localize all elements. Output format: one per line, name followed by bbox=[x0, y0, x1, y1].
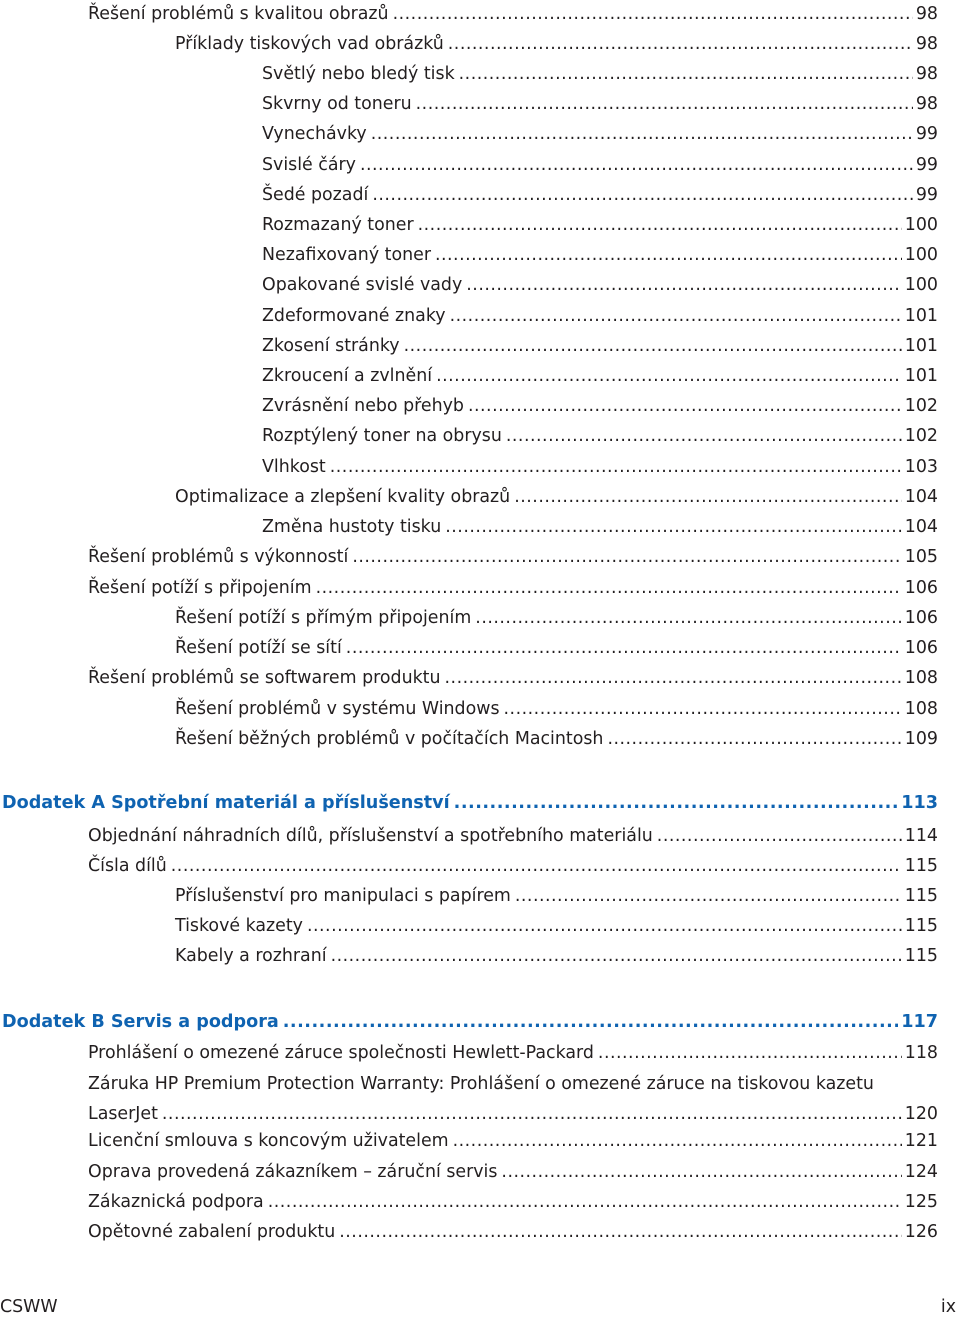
toc-page-number: 106 bbox=[904, 578, 938, 598]
dot-leader bbox=[501, 1162, 901, 1182]
toc-entry[interactable] bbox=[88, 547, 938, 569]
toc-entry[interactable] bbox=[88, 1162, 938, 1184]
toc-entry-title: Licenční smlouva s koncovým uživatelem bbox=[88, 1131, 449, 1151]
toc-entry-title: Vynechávky bbox=[262, 124, 367, 144]
footer-page-number: ix bbox=[940, 1297, 956, 1317]
toc-page-number: 126 bbox=[904, 1222, 938, 1242]
toc-page-number: 106 bbox=[904, 608, 938, 628]
toc-entry-title: Tiskové kazety bbox=[175, 916, 303, 936]
toc-entry[interactable] bbox=[175, 487, 938, 509]
dot-leader bbox=[360, 155, 913, 175]
toc-page-number: 104 bbox=[904, 517, 938, 537]
toc-entry-title: Zkosení stránky bbox=[262, 336, 400, 356]
toc-entry-title: Svislé čáry bbox=[262, 155, 356, 175]
toc-entry[interactable] bbox=[262, 94, 938, 116]
toc-entry-title: Příslušenství pro manipulaci s papírem bbox=[175, 886, 511, 906]
toc-entry[interactable] bbox=[262, 215, 938, 237]
toc-entry[interactable] bbox=[262, 155, 938, 177]
toc-page-number: 103 bbox=[904, 457, 938, 477]
toc-page-number: 108 bbox=[904, 668, 938, 688]
dot-leader bbox=[171, 856, 902, 876]
dot-leader bbox=[607, 729, 901, 749]
toc-entry-title: Řešení potíží se sítí bbox=[175, 638, 342, 658]
appendix-title: Dodatek B Servis a podpora bbox=[2, 1012, 279, 1032]
toc-page-number: 100 bbox=[904, 245, 938, 265]
toc-entry[interactable] bbox=[262, 64, 938, 86]
dot-leader bbox=[453, 1131, 902, 1151]
dot-leader bbox=[339, 1222, 902, 1242]
toc-entry-title: Kabely a rozhraní bbox=[175, 946, 327, 966]
toc-entry[interactable] bbox=[262, 336, 938, 358]
toc-entry[interactable] bbox=[175, 699, 938, 721]
toc-entry[interactable] bbox=[262, 185, 938, 207]
toc-entry-title: Opětovné zabalení produktu bbox=[88, 1222, 336, 1242]
toc-page-number: 114 bbox=[904, 826, 938, 846]
toc-entry-wrapped[interactable] bbox=[88, 1069, 938, 1129]
toc-page-number: 117 bbox=[901, 1012, 938, 1032]
appendix-title: Dodatek A Spotřební materiál a příslušenství bbox=[2, 793, 450, 813]
toc-entry-title: Rozmazaný toner bbox=[262, 215, 414, 235]
toc-entry-title: Řešení problémů v systému Windows bbox=[175, 699, 500, 719]
toc-entry-title: Příklady tiskových vad obrázků bbox=[175, 34, 444, 54]
toc-entry-title: Změna hustoty tisku bbox=[262, 517, 442, 537]
toc-page-number: 105 bbox=[904, 547, 938, 567]
appendix-a-heading[interactable] bbox=[2, 793, 938, 815]
toc-entry[interactable] bbox=[88, 668, 938, 690]
toc-page-number: 115 bbox=[904, 916, 938, 936]
dot-leader bbox=[506, 426, 902, 446]
dot-leader bbox=[346, 638, 902, 658]
dot-leader bbox=[435, 245, 902, 265]
dot-leader bbox=[283, 1012, 899, 1032]
toc-page-number: 101 bbox=[904, 306, 938, 326]
toc-page-number: 109 bbox=[904, 729, 938, 749]
dot-leader bbox=[515, 886, 902, 906]
dot-leader bbox=[268, 1192, 902, 1212]
dot-leader bbox=[371, 124, 913, 144]
toc-entry-title: Čísla dílů bbox=[88, 856, 167, 876]
toc-page-number: 118 bbox=[904, 1043, 938, 1063]
toc-entry[interactable] bbox=[262, 306, 938, 328]
dot-leader bbox=[445, 517, 902, 537]
toc-entry[interactable] bbox=[175, 916, 938, 938]
toc-entry-title: Opakované svislé vady bbox=[262, 275, 463, 295]
toc-entry-title-line1: Záruka HP Premium Protection Warranty: Prohlášení o omezené záruce na tiskovou kazetu bbox=[88, 1074, 874, 1094]
toc-page-number: 121 bbox=[904, 1131, 938, 1151]
dot-leader bbox=[307, 916, 902, 936]
dot-leader bbox=[459, 64, 913, 84]
dot-leader bbox=[450, 306, 902, 326]
dot-leader bbox=[330, 457, 902, 477]
toc-entry-title: Oprava provedená zákazníkem – záruční servis bbox=[88, 1162, 498, 1182]
toc-page-number: 98 bbox=[915, 64, 938, 84]
toc-entry[interactable] bbox=[262, 275, 938, 297]
dot-leader bbox=[352, 547, 901, 567]
toc-page-number: 104 bbox=[904, 487, 938, 507]
toc-entry[interactable] bbox=[175, 638, 938, 660]
toc-entry[interactable] bbox=[88, 1131, 938, 1153]
toc-page-number: 100 bbox=[904, 275, 938, 295]
dot-leader bbox=[448, 34, 913, 54]
toc-entry[interactable] bbox=[88, 4, 938, 26]
toc-entry-title: Řešení běžných problémů v počítačích Macintosh bbox=[175, 729, 604, 749]
toc-page-number: 99 bbox=[915, 185, 938, 205]
toc-entry-title: Řešení problémů s výkonností bbox=[88, 547, 349, 567]
dot-leader bbox=[454, 793, 899, 813]
toc-entry-title: Skvrny od toneru bbox=[262, 94, 412, 114]
toc-entry[interactable] bbox=[262, 366, 938, 388]
dot-leader bbox=[372, 185, 913, 205]
toc-page-number: 100 bbox=[904, 215, 938, 235]
toc-entry[interactable] bbox=[175, 886, 938, 908]
toc-entry[interactable] bbox=[88, 856, 938, 878]
toc-entry-title: Řešení potíží s připojením bbox=[88, 578, 312, 598]
dot-leader bbox=[504, 699, 902, 719]
toc-entry-title: Nezafixovaný toner bbox=[262, 245, 431, 265]
toc-entry-title: Optimalizace a zlepšení kvality obrazů bbox=[175, 487, 511, 507]
dot-leader bbox=[436, 366, 902, 386]
toc-entry[interactable] bbox=[262, 426, 938, 448]
toc-entry-title: Světlý nebo bledý tisk bbox=[262, 64, 455, 84]
toc-entry-title: Zákaznická podpora bbox=[88, 1192, 264, 1212]
toc-page-number: 108 bbox=[904, 699, 938, 719]
toc-page-number: 99 bbox=[915, 155, 938, 175]
toc-page-number: 124 bbox=[904, 1162, 938, 1182]
dot-leader bbox=[393, 4, 913, 24]
toc-entry[interactable] bbox=[175, 34, 938, 56]
toc-entry[interactable] bbox=[88, 826, 938, 848]
appendix-b-heading[interactable] bbox=[2, 1012, 938, 1034]
toc-entry[interactable] bbox=[175, 608, 938, 630]
toc-entry-title: Vlhkost bbox=[262, 457, 326, 477]
dot-leader bbox=[416, 94, 913, 114]
toc-page-number: 102 bbox=[904, 426, 938, 446]
dot-leader bbox=[514, 487, 902, 507]
toc-page-number: 120 bbox=[904, 1104, 938, 1124]
toc-entry-title: Zdeformované znaky bbox=[262, 306, 446, 326]
toc-entry[interactable] bbox=[88, 578, 938, 600]
dot-leader bbox=[418, 215, 902, 235]
dot-leader bbox=[475, 608, 902, 628]
toc-entry-title: Řešení problémů s kvalitou obrazů bbox=[88, 4, 389, 24]
toc-page-number: 113 bbox=[901, 793, 938, 813]
toc-entry[interactable] bbox=[262, 396, 938, 418]
toc-page-number: 101 bbox=[904, 336, 938, 356]
toc-entry-title: Zvrásnění nebo přehyb bbox=[262, 396, 464, 416]
toc-entry-title-line2: LaserJet bbox=[88, 1104, 158, 1124]
dot-leader bbox=[466, 275, 902, 295]
toc-page-number: 115 bbox=[904, 946, 938, 966]
toc-page-number: 102 bbox=[904, 396, 938, 416]
toc-page-number: 98 bbox=[915, 94, 938, 114]
toc-entry-title: Zkroucení a zvlnění bbox=[262, 366, 433, 386]
toc-entry-title: Řešení potíží s přímým připojením bbox=[175, 608, 472, 628]
toc-entry[interactable] bbox=[175, 946, 938, 968]
toc-page-number: 98 bbox=[915, 4, 938, 24]
footer-label: CSWW bbox=[0, 1297, 58, 1317]
dot-leader bbox=[468, 396, 902, 416]
dot-leader bbox=[331, 946, 902, 966]
toc-entry[interactable] bbox=[262, 124, 938, 146]
toc-entry[interactable] bbox=[88, 1222, 938, 1244]
toc-page-number: 98 bbox=[915, 34, 938, 54]
toc-page-number: 99 bbox=[915, 124, 938, 144]
dot-leader bbox=[657, 826, 902, 846]
toc-page-number: 125 bbox=[904, 1192, 938, 1212]
dot-leader bbox=[404, 336, 902, 356]
toc-entry[interactable] bbox=[88, 1192, 938, 1214]
dot-leader bbox=[445, 668, 902, 688]
toc-entry-line2 bbox=[88, 1099, 938, 1129]
dot-leader bbox=[316, 578, 902, 598]
toc-entry[interactable] bbox=[262, 457, 938, 479]
toc-entry-title: Řešení problémů se softwarem produktu bbox=[88, 668, 441, 688]
toc-page-number: 115 bbox=[904, 886, 938, 906]
toc-page-number: 115 bbox=[904, 856, 938, 876]
toc-entry[interactable] bbox=[262, 517, 938, 539]
toc-page-number: 101 bbox=[904, 366, 938, 386]
toc-entry[interactable] bbox=[262, 245, 938, 267]
toc-entry-title: Šedé pozadí bbox=[262, 185, 369, 205]
toc-page-number: 106 bbox=[904, 638, 938, 658]
toc-entry[interactable] bbox=[175, 729, 938, 751]
dot-leader bbox=[598, 1043, 902, 1063]
toc-entry-title: Prohlášení o omezené záruce společnosti Hewlett-Packard bbox=[88, 1043, 594, 1063]
toc-entry-title: Objednání náhradních dílů, příslušenství a spotřebního materiálu bbox=[88, 826, 653, 846]
toc-entry[interactable] bbox=[88, 1043, 938, 1065]
toc-entry-title: Rozptýlený toner na obrysu bbox=[262, 426, 502, 446]
dot-leader bbox=[162, 1099, 902, 1129]
